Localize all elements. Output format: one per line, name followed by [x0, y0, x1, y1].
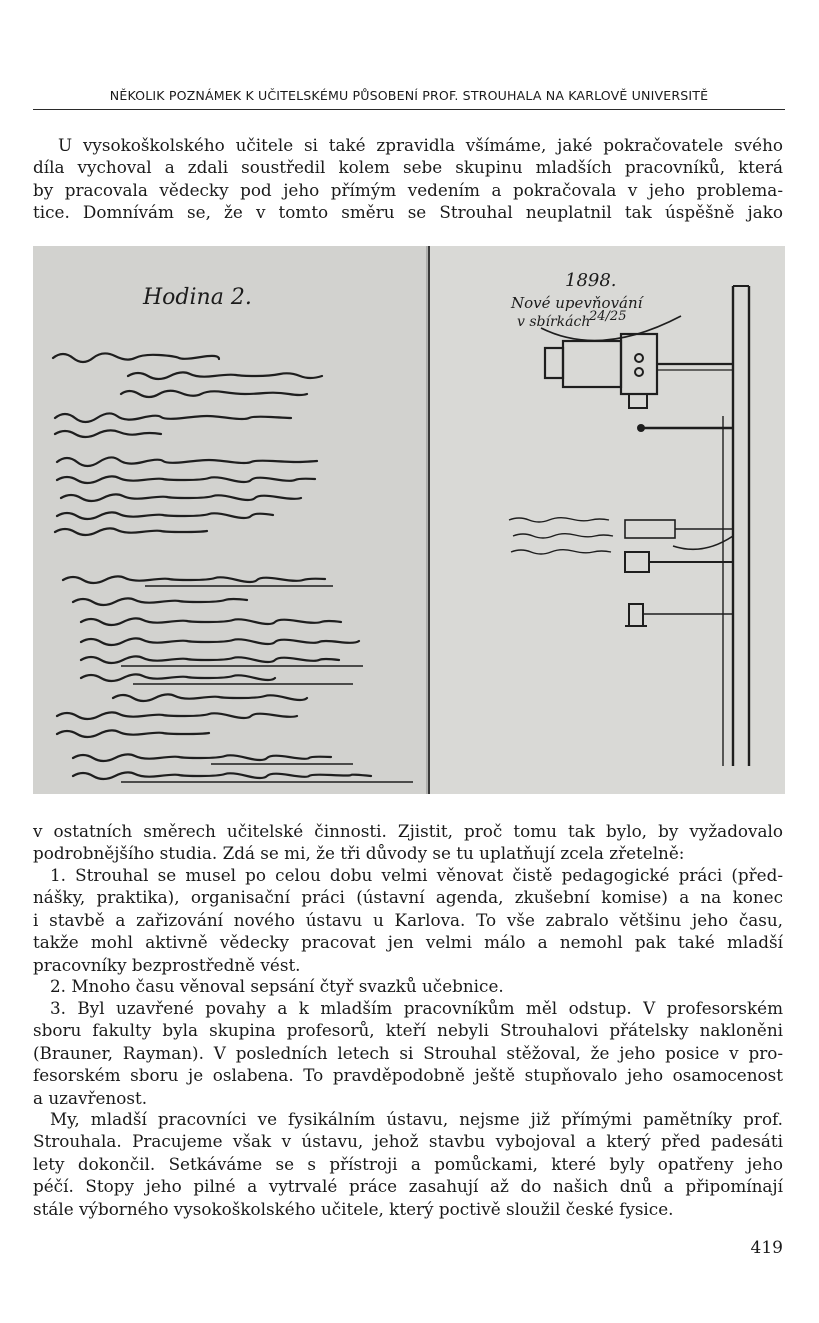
text-line: 3. Byl uzavřené povahy a k mladším pracovníkům měl odstup. V profesorském	[50, 998, 783, 1018]
paragraph-final	[33, 1108, 783, 1220]
text-line: nášky, praktika), organisační práci (ústavní agenda, zkušební komise) a na konec	[33, 887, 783, 908]
text-line: podrobnějšího studia. Zdá se mi, že tři důvody se tu uplatňují zcela zřetelně:	[33, 843, 685, 864]
running-head: NĚKOLIK POZNÁMEK K UČITELSKÉMU PŮSOBENÍ PROF. STROUHALA NA KARLOVĚ UNIVERSITĚ	[109, 88, 709, 103]
header-rule	[33, 109, 785, 110]
text-line: sboru fakulty byla skupina profesorů, kteří nebyli Strouhalovi přátelsky nakloněni	[33, 1020, 783, 1041]
text-line: U vysokoškolského učitele si také zpravidla všímáme, jaké pokračovatele svého	[58, 135, 783, 155]
manuscript-note-line: Nové upevňování	[511, 294, 643, 312]
manuscript-note-line: 24/25	[589, 309, 627, 324]
paragraph-continuation	[33, 820, 783, 865]
reason-2	[50, 975, 783, 997]
text-line: My, mladší pracovníci ve fysikálním ústavu, nejsme již přímými pamětníky prof.	[50, 1109, 783, 1129]
text-line: by pracovala vědecky pod jeho přímým vedením a pokračovala v jeho problema-	[33, 179, 783, 200]
manuscript-image	[33, 246, 785, 794]
text-line: (Brauner, Rayman). V posledních letech si Strouhal stěžoval, že jeho posice v pro-	[33, 1042, 783, 1063]
text-line: pracovníky bezprostředně vést.	[33, 954, 301, 975]
page-number: 419	[750, 1238, 783, 1258]
text-line: péčí. Stopy jeho pilné a vytrvalé práce zasahují až do našich dnů a připomínají	[33, 1176, 783, 1197]
text-line: i stavbě a zařizování nového ústavu u Karlova. To vše zabralo většinu jeho času,	[33, 909, 783, 930]
manuscript-year: 1898.	[565, 270, 617, 291]
reason-3	[33, 997, 783, 1109]
text-line: v ostatních směrech učitelské činnosti. Zjistit, proč tomu tak bylo, by vyžadovalo	[33, 821, 783, 841]
manuscript-note-line: v sbírkách	[517, 314, 591, 330]
text-line: fesorském sboru je oslabena. To pravděpodobně ještě stupňovalo jeho osamocenost	[33, 1065, 783, 1086]
manuscript-heading: Hodina 2.	[143, 285, 252, 310]
text-line: a uzavřenost.	[33, 1087, 148, 1108]
manuscript-figure	[33, 246, 785, 794]
text-line: 1. Strouhal se musel po celou dobu velmi věnovat čistě pedagogické práci (před-	[50, 865, 783, 885]
text-line: stále výborného vysokoškolského učitele, který poctivě sloužil české fysice.	[33, 1198, 674, 1219]
text-line: takže mohl aktivně vědecky pracovat jen velmi málo a nemohl pak také mladší	[33, 932, 783, 953]
text-line: tice. Domnívám se, že v tomto směru se Strouhal neuplatnil tak úspěšně jako	[33, 202, 783, 223]
text-line: lety dokončil. Setkáváme se s přístroji a pomůckami, které byly opatřeny jeho	[33, 1153, 783, 1174]
text-line: 2. Mnoho času věnoval sepsání čtyř svazků učebnice.	[50, 976, 504, 996]
text-line: Strouhala. Pracujeme však v ústavu, jehož stavbu vybojoval a který před padesáti	[33, 1131, 783, 1152]
paragraph-intro	[33, 134, 783, 224]
text-line: díla vychoval a zdali soustředil kolem sebe skupinu mladších pracovníků, která	[33, 157, 783, 178]
reason-1	[33, 864, 783, 976]
